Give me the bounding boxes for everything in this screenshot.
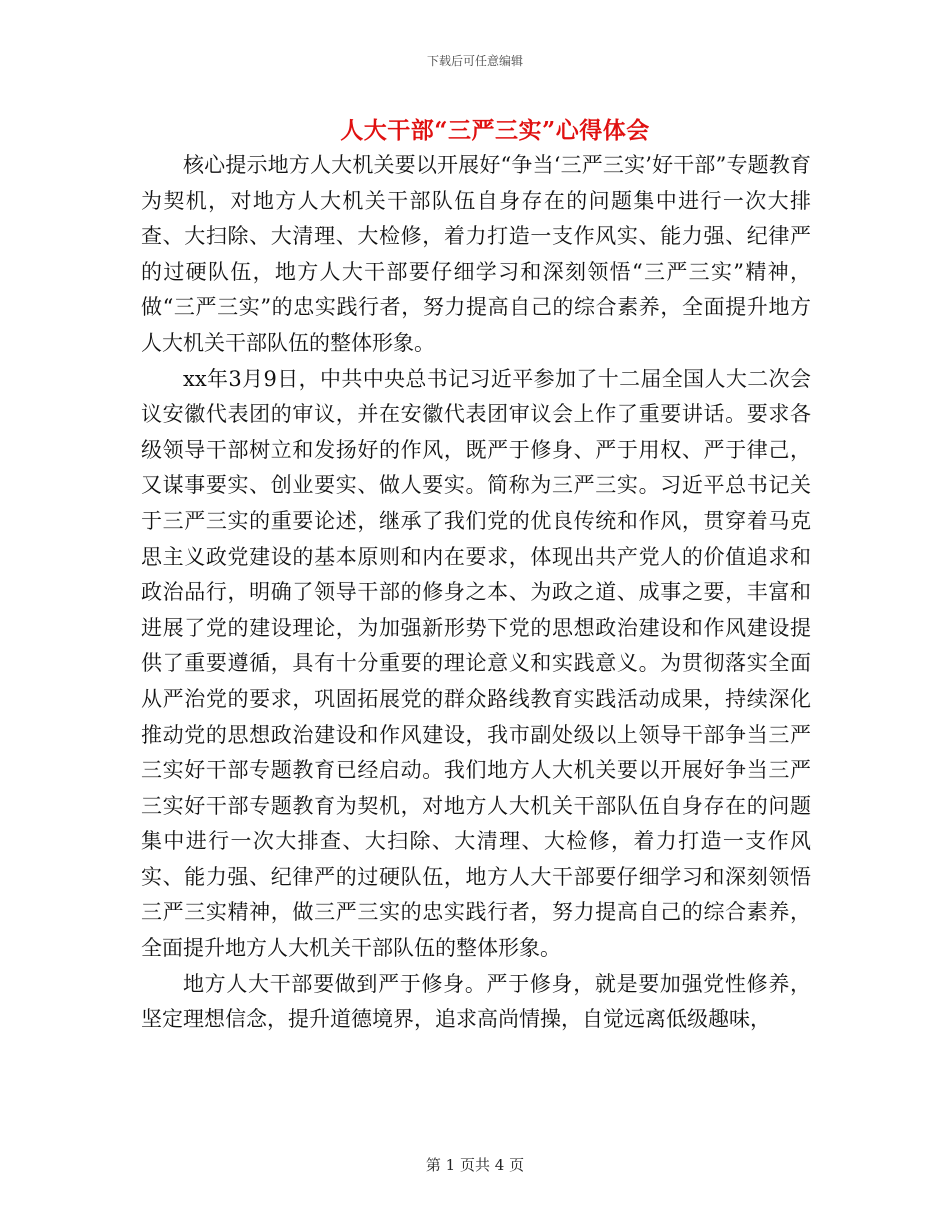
paragraph-background: xx年3月9日，中共中央总书记习近平参加了十二届全国人大二次会议安徽代表团的审议，并在安徽代表团审议会上作了重要讲话。要求各级领导干部树立和发扬好的作风，既严于修身、严于用权、严于律己，又谋事要实、创业要实、做人要实。简称为三严三实。习近平总书记关于三严三实的重要论述，继承了我们党的优良传统和作风，贯穿着马克思主义政党建设的基本原则和内在要求，体现出共产党人的价值追求和政治品行，明确了领导干部的修身之本、为政之道、成事之要，丰富和进展了党的建设理论，为加强新形势下党的思想政治建设和作风建设提供了重要遵循，具有十分重要的理论意义和实践意义。为贯彻落实全面从严治党的要求，巩固拓展党的群众路线教育实践活动成果，持续深化推动党的思想政治建设和作风建设，我市副处级以上领导干部争当三严三实好干部专题教育已经启动。我们地方人大机关要以开展好争当三严三实好干部专题教育为契机，对地方人大机关干部队伍自身存在的问题集中进行一次大排查、大扫除、大清理、大检修，着力打造一支作风实、能力强、纪律严的过硬队伍，地方人大干部要仔细学习和深刻领悟三严三实精神，做三严三实的忠实践行者，努力提高自己的综合素养，全面提升地方人大机关干部队伍的整体形象。 bbox=[141, 366, 811, 961]
paragraph-self-cultivation: 地方人大干部要做到严于修身。严于修身，就是要加强党性修养，坚定理想信念，提升道德境界，追求高尚情操，自觉远离低级趣味， bbox=[141, 971, 811, 1032]
page-number: 第 1 页共 4 页 bbox=[425, 1156, 525, 1174]
document-body bbox=[141, 148, 811, 1038]
header-note: 下载后可任意编辑 bbox=[426, 54, 523, 68]
paragraph-intro: 核心提示地方人大机关要以开展好“争当‘三严三实’好干部”专题教育为契机，对地方人大机关干部队伍自身存在的问题集中进行一次大排查、大扫除、大清理、大检修，着力打造一支作风实、能力强、纪律严的过硬队伍，地方人大干部要仔细学习和深刻领悟“三严三实”精神，做“三严三实”的忠实践行者，努力提高自己的综合素养，全面提升地方人大机关干部队伍的整体形象。 bbox=[141, 153, 811, 355]
document-title: 人大干部“三严三实”心得体会 bbox=[340, 117, 650, 144]
